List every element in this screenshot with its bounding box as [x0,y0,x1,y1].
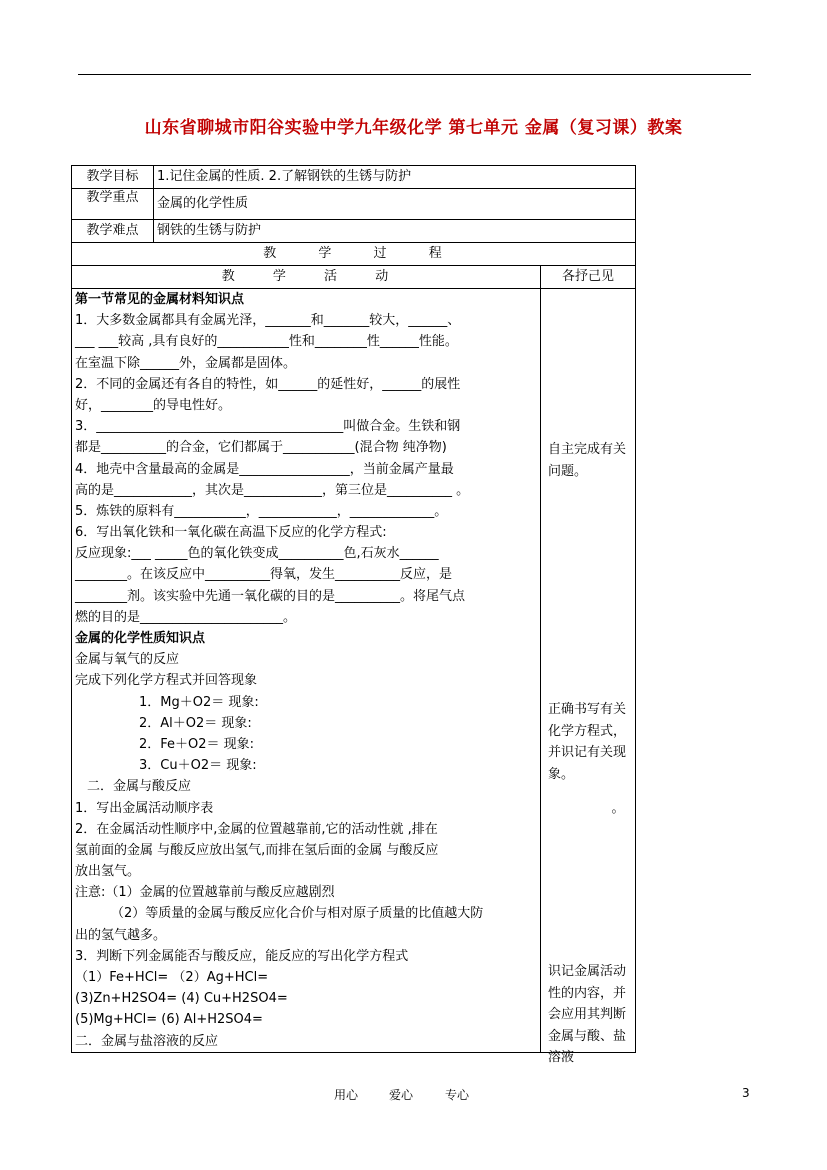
trailing-period: 。 [611,800,625,816]
content-line: 氢前面的金属 与酸反应放出氢气,而排在氢后面的金属 与酸反应 [75,842,439,858]
equation-line: （1）Fe+HCl= （2）Ag+HCl= [75,970,269,985]
equation-line: 2．Al＋O2＝ 现象: [139,715,252,731]
difficulty-row [72,220,636,243]
activity-header: 教 学 活 动 [72,266,541,289]
lesson-plan-table [71,165,636,1065]
key-row [72,189,636,220]
section-heading-2: 金属的化学性质知识点 [75,631,206,646]
notes-header: 各抒己见 [541,266,636,289]
note-3: 识记金属活动性的内容，并会应用其判断金属与酸、盐溶液 [548,964,627,1065]
equation-line: (5)Mg+HCl= (6) Al+H2SO4= [75,1012,263,1028]
footer-text-1: 用心 [334,1088,359,1102]
content-line [75,798,625,819]
document-title: 山东省聊城市阳谷实验中学九年级化学 第七单元 金属（复习课）教案 [144,118,683,138]
header-rule [78,74,751,75]
key-label: 教学重点 [72,189,154,220]
content-line: 金属与氧气的反应 [75,652,180,668]
equation-line: 2．Fe＋O2＝ 现象: [139,736,255,752]
content-line: 3．______________________________________叫做合金。生铁和钢 [75,419,461,435]
content-line: ___ ___较高 ,具有良好的___________性和________性______性能。 [75,334,458,350]
content-line: 2．在金属活动性顺序中,金属的位置越靠前,它的活动性就 ,排在 [75,821,438,837]
equation-line: 1．Mg＋O2＝ 现象: [139,694,259,710]
content-line: 高的是____________，其次是____________，第三位是__________ 。 [75,482,470,498]
subsection-heading: 二．金属与酸反应 [87,779,192,795]
content-line: 1．大多数金属都具有金属光泽，_______和_______较大，______、 [75,313,461,329]
goal-label: 教学目标 [72,166,154,189]
content-line: ________。在该反应中__________得氧，发生__________反应，是 [75,567,453,583]
note-2: 正确书写有关化学方程式，并识记有关现象。 [548,702,627,782]
content-line-text: 1．写出金属活动顺序表 [75,800,214,816]
equation-line: 3．Cu＋O2＝ 现象: [139,758,257,774]
content-line: 放出氢气。 [75,864,141,880]
notes-column [541,289,636,1065]
content-line: 4．地壳中含量最高的金属是_________________，当前金属产量最 [75,461,454,477]
content-line: 2．不同的金属还有各自的特性，如______的延性好，______的展性 [75,376,461,392]
content-row [72,289,636,1053]
footer-text-3: 专心 [445,1088,470,1102]
section-heading-1: 第一节常见的金属材料知识点 [75,292,245,307]
page-number: 3 [742,1086,750,1100]
activity-header-row [72,266,636,289]
content-line: 6．写出氧化铁和一氧化碳在高温下反应的化学方程式: [75,525,387,541]
content-line: （2）等质量的金属与酸反应化合价与相对原子质量的比值越大防 [111,906,484,922]
content-line: ________剂。该实验中先通一氧化碳的目的是__________。将尾气点 [75,588,466,604]
content-line: 5．炼铁的原料有___________，____________，_____________。 [75,503,448,519]
process-header: 教 学 过 程 [72,243,636,266]
content-line: 在室温下除______外，金属都是固体。 [75,355,297,371]
goal-value: 1.记住金属的性质. 2.了解钢铁的生锈与防护 [154,166,636,189]
content-line: 出的氢气越多。 [75,927,167,943]
content-line: 3．判断下列金属能否与酸反应，能反应的写出化学方程式 [75,948,409,964]
content-line: 好，________的导电性好。 [75,397,232,413]
content-line: 反应现象:___ _____色的氧化铁变成__________色,石灰水______ [75,546,439,562]
content-line: 二．金属与盐溶液的反应 [75,1033,219,1049]
content-line: 都是__________的合金，它们都属于___________(混合物 纯净物) [75,440,447,456]
content-line: 注意:（1）金属的位置越靠前与酸反应越剧烈 [75,885,335,901]
goal-row [72,166,636,189]
content-line: 燃的目的是______________________。 [75,609,297,625]
key-value: 金属的化学性质 [154,189,636,220]
footer-text-2: 爱心 [389,1088,414,1102]
equation-line: (3)Zn+H2SO4= (4) Cu+H2SO4= [75,991,288,1007]
note-1: 自主完成有关问题。 [548,442,627,479]
process-header-row [72,243,636,266]
difficulty-value: 钢铁的生锈与防护 [154,220,636,243]
difficulty-label: 教学难点 [72,220,154,243]
content-line: 完成下列化学方程式并回答现象 [75,673,258,689]
